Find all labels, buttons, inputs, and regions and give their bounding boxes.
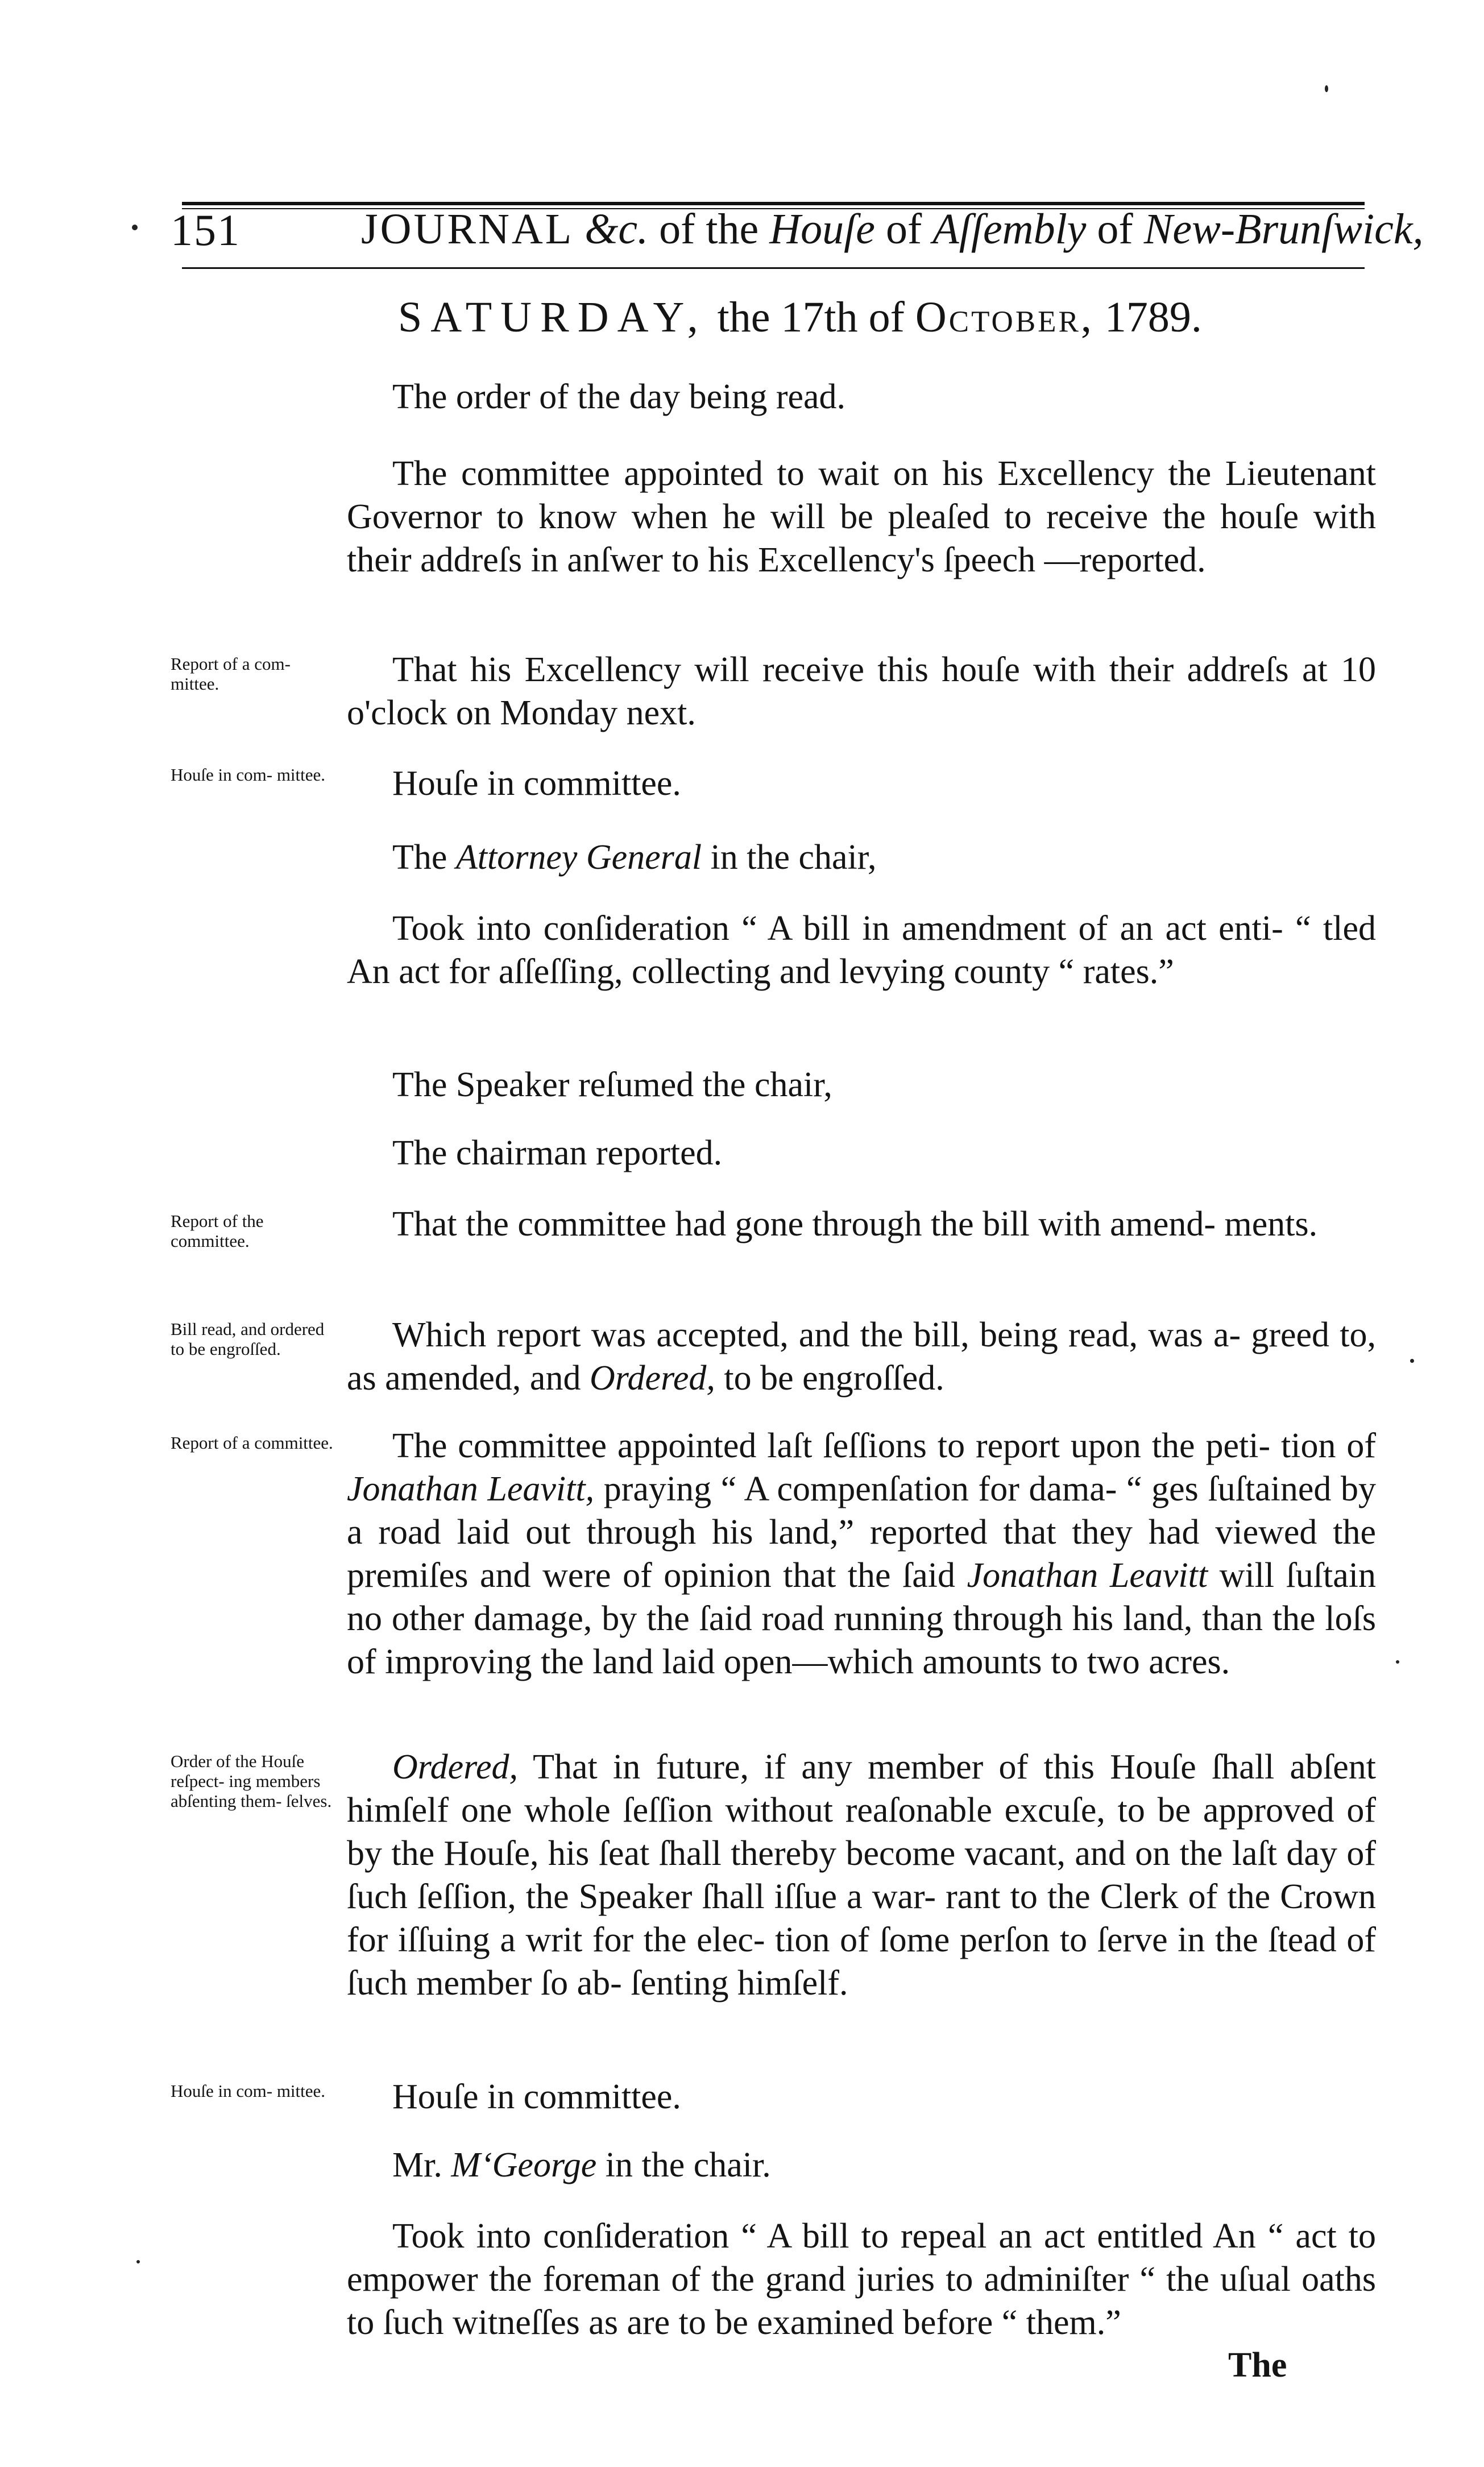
running-head-province: New-Brunſwick, <box>1143 205 1424 253</box>
running-head <box>361 205 1424 254</box>
name-attorney-general: Attorney General <box>455 838 702 877</box>
paragraph-committee-wait: The committee appointed to wait on his Excellency the Lieutenant Governor to know when he will be pleaſed to receive the houſe with their addreſs in anſwer to his Excellency's ſpeech —reported. <box>347 454 1376 579</box>
date-text: the 17th of <box>717 293 905 341</box>
page-number: 151 <box>171 205 241 255</box>
margin-note-report-committee: Report of a com- mittee. <box>171 654 291 694</box>
paragraph-county-rates-bill: Took into conſideration “ A bill in amendment of an act enti- “ tled An act for aſſeſſing, collecting and levying county “ rates.” <box>347 909 1376 991</box>
scan-speck <box>1396 1660 1399 1664</box>
date-day: SATURDAY, <box>398 293 707 341</box>
date-year: 1789. <box>1104 293 1202 341</box>
date-month: October, <box>915 293 1094 341</box>
catchword: The <box>1228 2346 1287 2385</box>
margin-note-house-committee: Houſe in com- mittee. <box>171 765 326 785</box>
paragraph-report-accepted: Which report was accepted, and the bill, being read, was a- greed to, as amended, and Ordered, to be engroſſed. <box>347 1316 1376 1398</box>
margin-note-bill-engrossed: Bill read, and ordered to be engroſſed. <box>171 1319 325 1359</box>
paragraph-attorney-general: The Attorney General in the chair, <box>392 838 877 877</box>
running-head-of: of <box>885 205 922 253</box>
ordered-word: Ordered, <box>589 1359 715 1398</box>
paragraph-absent-members-order: Ordered, That in future, if any member of this Houſe ſhall abſent himſelf one whole ſeſſion without reaſonable excuſe, to be approved of by the Houſe, his ſeat ſhall thereby become vacant, and on the laſt day of ſuch ſeſſion, the Speaker ſhall iſſue a war- rant to the Clerk of the Crown for iſſuing a writ for the elec- tion of ſome perſon to ſerve in the ſtead of ſuch member ſo ab- ſenting himſelf. <box>347 1748 1376 2002</box>
ordered-word-2: Ordered, <box>392 1748 518 1786</box>
running-head-of-the: of the <box>659 205 759 253</box>
running-head-etc: &c. <box>585 205 649 253</box>
running-head-journal: JOURNAL <box>361 205 574 253</box>
paragraph-leavitt-petition: The committee appointed laſt ſeſſions to report upon the peti- tion of Jonathan Leavitt, praying “ A compenſation for dama- “ ges ſuſtained by a road laid out through his land,” reported that they had viewed the premiſes and were of opinion that the ſaid Jonathan Leavitt will ſuſtain no other damage, by the ſaid road running through his land, than the loſs of improving the land laid open—which amounts to two acres. <box>347 1427 1377 1681</box>
margin-note-report-a-committee: Report of a committee. <box>171 1433 333 1453</box>
running-head-assembly: Aſſembly <box>932 205 1087 253</box>
running-head-house: Houſe <box>769 205 875 253</box>
paragraph-mcgeorge-chair: Mr. M‘George in the chair. <box>392 2146 771 2184</box>
paragraph-order-of-day: The order of the day being read. <box>392 378 846 416</box>
scan-speck <box>1410 1359 1414 1363</box>
name-jonathan-leavitt: Jonathan Leavitt, <box>347 1470 595 1508</box>
margin-note-report-of-committee: Report of the committee. <box>171 1211 264 1251</box>
paragraph-speaker-resumed: The Speaker reſumed the chair, <box>392 1065 832 1104</box>
paragraph-grand-juries-bill: Took into conſideration “ A bill to repeal an act entitled An “ act to empower the foreman of the grand juries to adminiſter “ the uſual oaths to ſuch witneſſes as are to be examined before “ them.” <box>347 2217 1376 2342</box>
name-mcgeorge: M‘George <box>451 2146 597 2184</box>
page-header <box>171 205 1424 267</box>
scan-speck <box>1325 85 1328 92</box>
paragraph-house-in-committee: Houſe in committee. <box>392 764 681 803</box>
paragraph-gone-through-bill: That the committee had gone through the bill with amend- ments. <box>392 1205 1318 1243</box>
scan-speck <box>136 2260 140 2263</box>
scan-speck <box>132 225 138 230</box>
header-rule-bottom <box>182 267 1365 269</box>
paragraph-house-in-committee-2: Houſe in committee. <box>392 2078 681 2116</box>
margin-note-absent-members: Order of the Houſe reſpect- ing members abſenting them- ſelves. <box>171 1751 332 1811</box>
date-heading <box>398 293 1202 342</box>
name-jonathan-leavitt-2: Jonathan Leavitt <box>967 1556 1208 1595</box>
margin-note-house-committee-2: Houſe in com- mittee. <box>171 2081 326 2101</box>
running-head-of-2: of <box>1097 205 1133 253</box>
paragraph-chairman-reported: The chairman reported. <box>392 1134 723 1172</box>
paragraph-excellency-receive: That his Excellency will receive this houſe with their addreſs at 10 o'clock on Monday next. <box>347 650 1376 732</box>
